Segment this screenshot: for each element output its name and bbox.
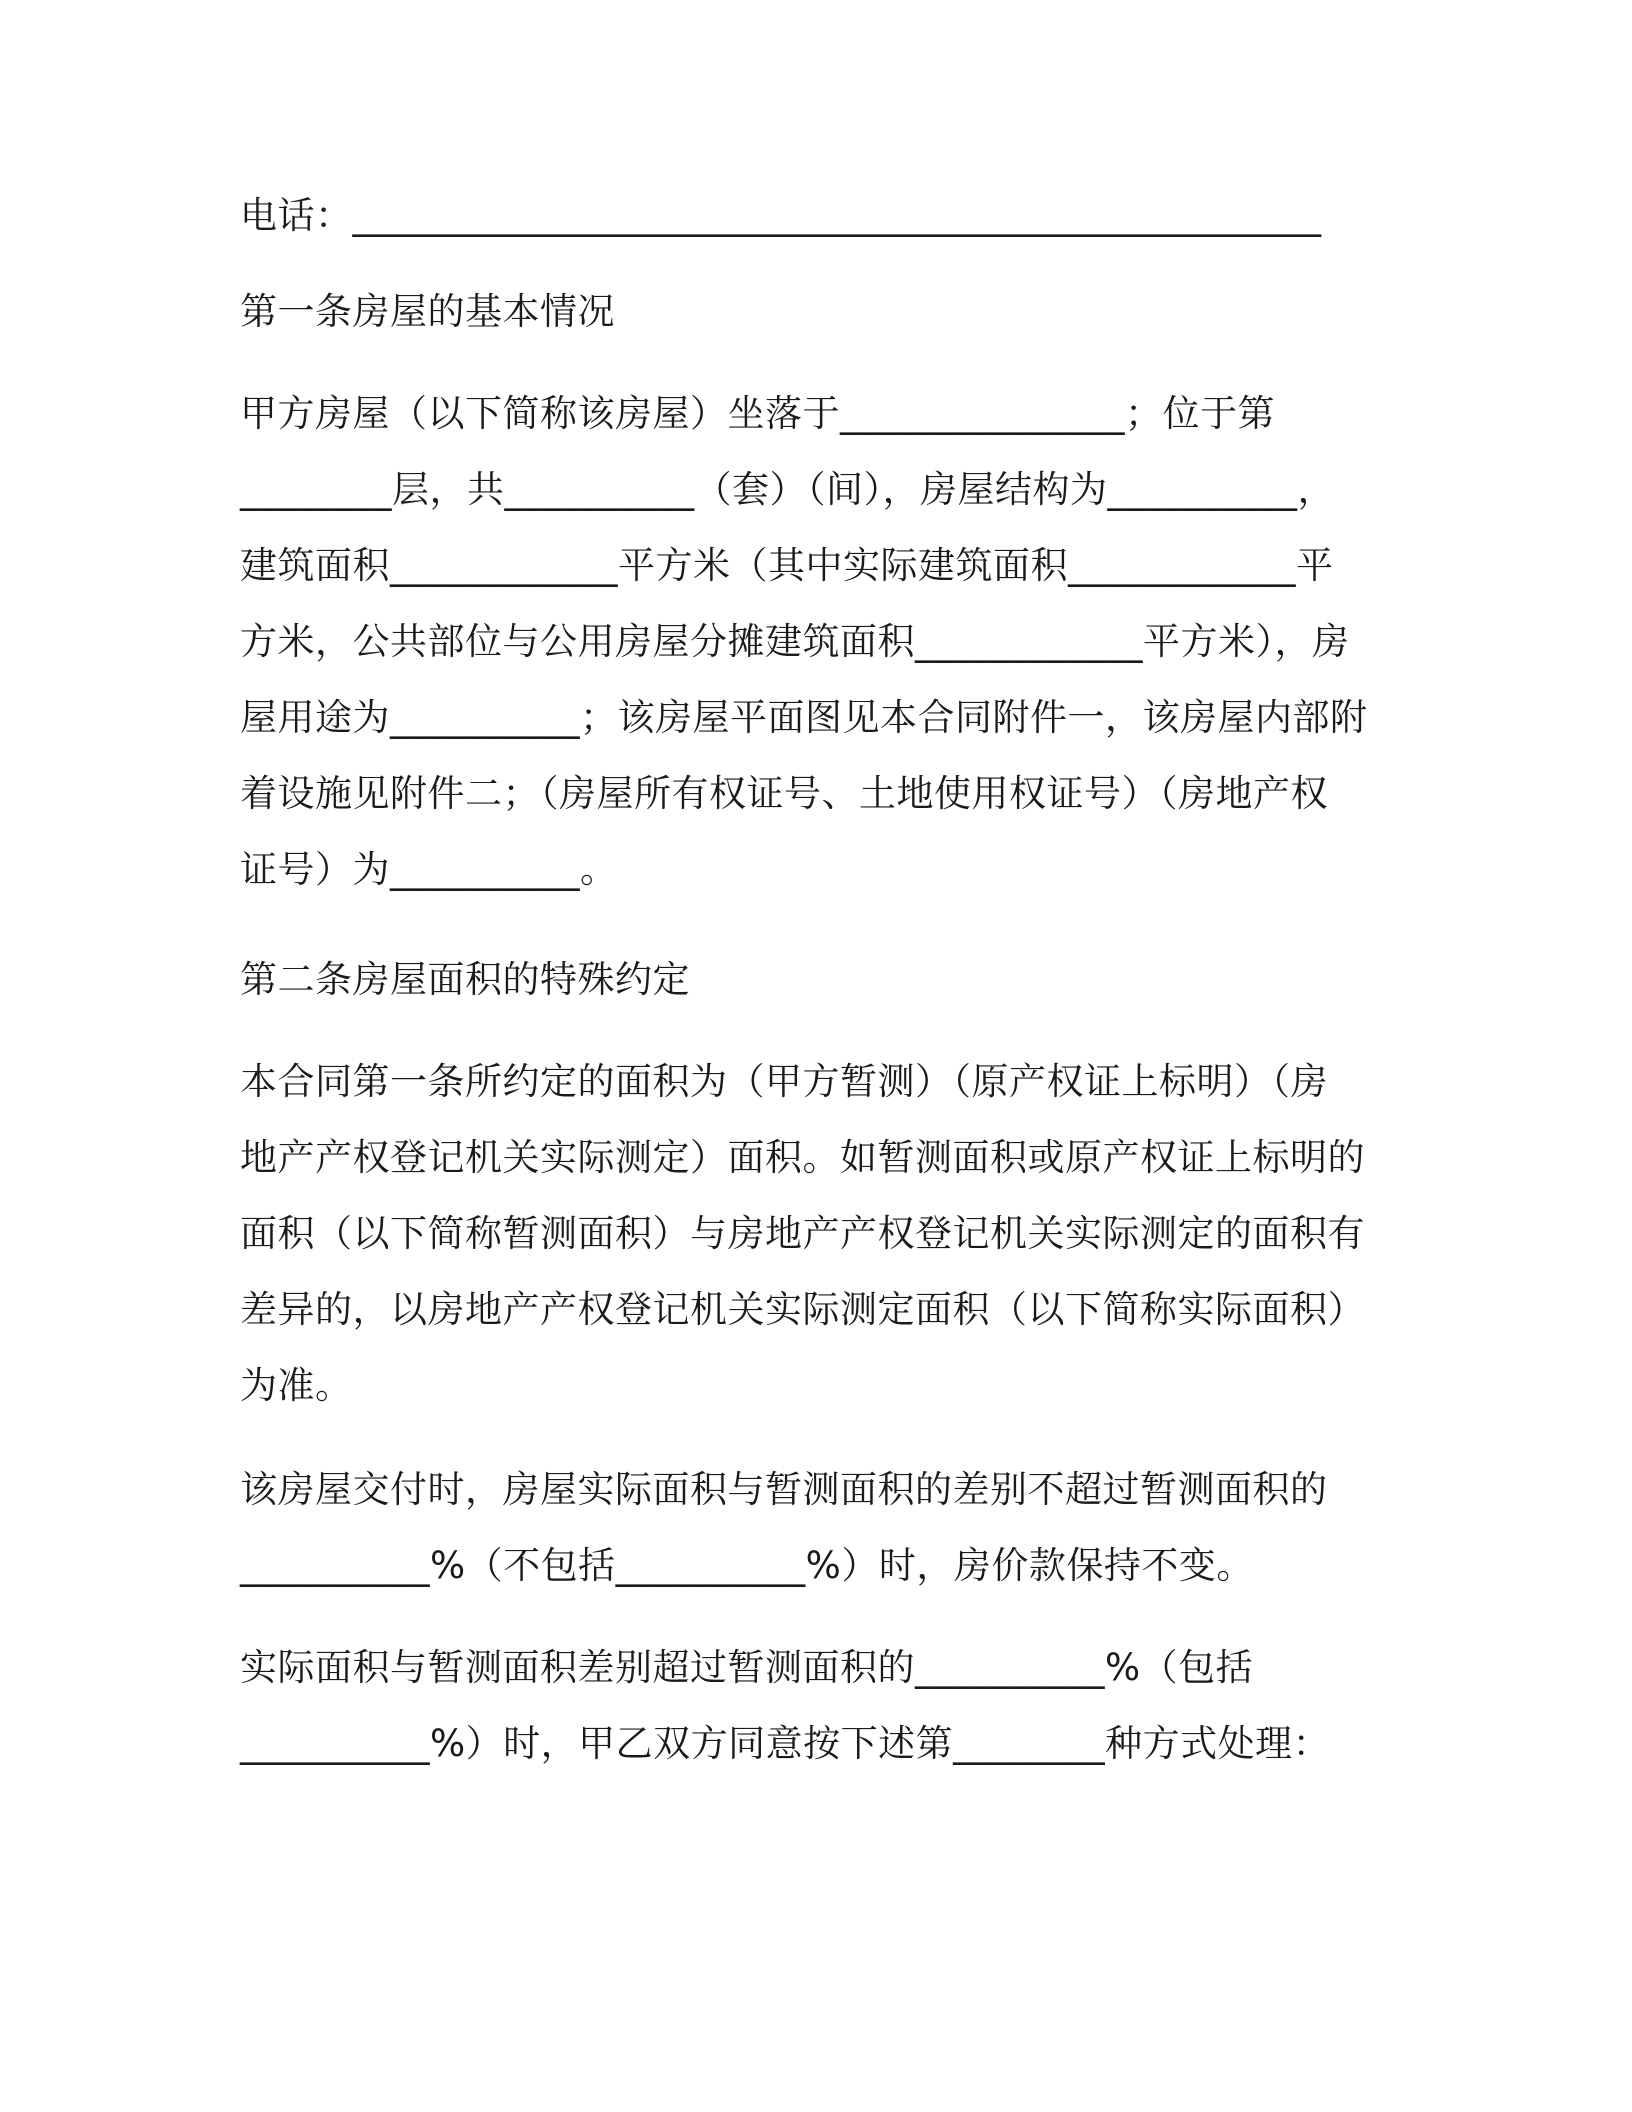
article-1-text-line-4: 方米，公共部位与公用房屋分摊建筑面积____________平方米），房 [240,620,1350,663]
article-1-heading: 第一条房屋的基本情况 [240,290,615,333]
excess-clause-line-2: __________%）时，甲乙双方同意按下述第________种方式处理： [240,1722,1331,1765]
article-1-text-line-7: 证号）为__________。 [240,848,618,891]
phone-line: 电话：___________________________________________________ [240,194,1322,237]
article-1-text-line-1: 甲方房屋（以下简称该房屋）坐落于_______________；位于第 [240,392,1275,435]
article-2-heading: 第二条房屋面积的特殊约定 [240,958,690,1001]
article-2-text-line-5: 为准。 [240,1364,353,1407]
article-1-text-line-2: ________层，共__________（套）（间），房屋结构为__________， [240,468,1335,511]
delivery-clause-line-2: __________%（不包括__________%）时，房价款保持不变。 [240,1544,1254,1587]
article-2-text-line-1: 本合同第一条所约定的面积为（甲方暂测）（原产权证上标明）（房 [240,1060,1328,1103]
article-2-text-line-4: 差异的，以房地产产权登记机关实际测定面积（以下简称实际面积） [240,1288,1365,1331]
article-2-text-line-3: 面积（以下简称暂测面积）与房地产产权登记机关实际测定的面积有 [240,1212,1365,1255]
delivery-clause-line-1: 该房屋交付时，房屋实际面积与暂测面积的差别不超过暂测面积的 [240,1468,1328,1511]
article-1-text-line-6: 着设施见附件二；（房屋所有权证号、土地使用权证号）（房地产权 [240,772,1328,815]
excess-clause-line-1: 实际面积与暂测面积差别超过暂测面积的__________%（包括 [240,1646,1254,1689]
article-1-text-line-3: 建筑面积____________平方米（其中实际建筑面积____________平 [240,544,1334,587]
article-1-text-line-5: 屋用途为__________；该房屋平面图见本合同附件一，该房屋内部附 [240,696,1368,739]
article-2-text-line-2: 地产产权登记机关实际测定）面积。如暂测面积或原产权证上标明的 [240,1136,1365,1179]
